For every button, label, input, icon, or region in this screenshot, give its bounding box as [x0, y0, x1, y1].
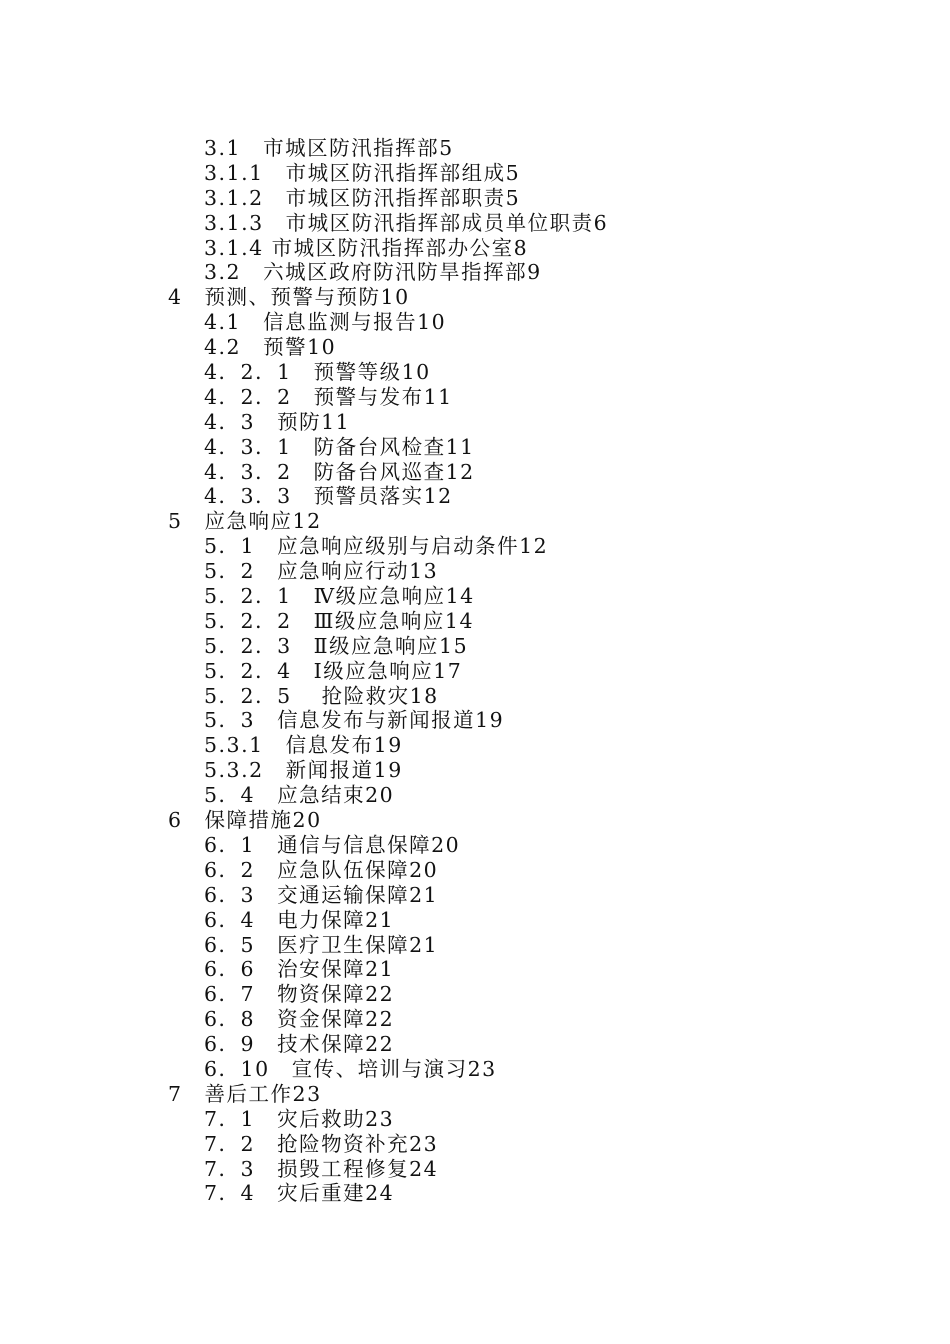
toc-entry[interactable]: 4.2 预警10: [204, 335, 337, 360]
toc-entry[interactable]: 4．3．2 防备台风巡查12: [204, 459, 475, 484]
toc-entry[interactable]: 4．3．3 预警员落实12: [204, 484, 453, 509]
toc-entry[interactable]: 7 善后工作23: [168, 1081, 322, 1106]
toc-entry[interactable]: 6．8 资金保障22: [204, 1007, 395, 1032]
toc-entry[interactable]: 6．3 交通运输保障21: [204, 882, 439, 907]
toc-entry[interactable]: 5.3.1 信息发布19: [204, 733, 403, 758]
toc-entry[interactable]: 5．2．2 Ⅲ级应急响应14: [204, 608, 474, 633]
toc-entry[interactable]: 7．1 灾后救助23: [204, 1106, 395, 1131]
toc-entry[interactable]: 6．2 应急队伍保障20: [204, 857, 439, 882]
toc-entry[interactable]: 5．2．4 Ⅰ级应急响应17: [204, 658, 463, 683]
toc-entry[interactable]: 6．9 技术保障22: [204, 1032, 395, 1057]
toc-entry[interactable]: 5．1 应急响应级别与启动条件12: [204, 534, 549, 559]
toc-entry[interactable]: 6 保障措施20: [168, 808, 322, 833]
toc-entry[interactable]: 6．10 宣传、培训与演习23: [204, 1056, 497, 1081]
toc-entry[interactable]: 5．2．3 Ⅱ级应急响应15: [204, 633, 469, 658]
toc-entry[interactable]: 6．6 治安保障21: [204, 957, 395, 982]
toc-entry[interactable]: 5.3.2 新闻报道19: [204, 758, 403, 783]
toc-entry[interactable]: 3.1 市城区防汛指挥部5: [204, 136, 454, 160]
toc-entry[interactable]: 4．3 预防11: [204, 409, 351, 434]
toc-entry[interactable]: 3.1.2 市城区防汛指挥部职责5: [204, 185, 521, 210]
toc-entry[interactable]: 7．2 抢险物资补充23: [204, 1131, 439, 1156]
toc-entry[interactable]: 4 预测、预警与预防10: [168, 285, 410, 310]
toc-entry[interactable]: 7．4 灾后重建24: [204, 1181, 395, 1206]
toc-entry[interactable]: 3.2 六城区政府防汛防旱指挥部9: [204, 260, 542, 285]
toc-entry[interactable]: 3.1.4 市城区防汛指挥部办公室8: [204, 235, 529, 260]
toc-entry[interactable]: 5．3 信息发布与新闻报道19: [204, 708, 505, 733]
table-of-contents: [0, 136, 950, 1206]
toc-entry[interactable]: 4．2．2 预警与发布11: [204, 384, 453, 409]
toc-entry[interactable]: 6．1 通信与信息保障20: [204, 832, 461, 857]
toc-entry[interactable]: 5．2．1 Ⅳ级应急响应14: [204, 584, 475, 609]
toc-entry[interactable]: 5．4 应急结束20: [204, 783, 395, 808]
toc-entry[interactable]: 4．2．1 预警等级10: [204, 360, 431, 385]
toc-entry[interactable]: 3.1.3 市城区防汛指挥部成员单位职责6: [204, 210, 609, 235]
toc-entry[interactable]: 7．3 损毁工程修复24: [204, 1156, 439, 1181]
toc-entry[interactable]: 5．2 应急响应行动13: [204, 559, 439, 584]
toc-entry[interactable]: 5．2．5 抢险救灾18: [204, 683, 439, 708]
toc-entry[interactable]: 6．5 医疗卫生保障21: [204, 932, 439, 957]
toc-entry[interactable]: 6．7 物资保障22: [204, 982, 395, 1007]
toc-entry[interactable]: 4.1 信息监测与报告10: [204, 310, 447, 335]
toc-entry[interactable]: 5 应急响应12: [168, 509, 322, 534]
toc-entry[interactable]: 3.1.1 市城区防汛指挥部组成5: [204, 160, 521, 185]
toc-entry[interactable]: 4．3．1 防备台风检查11: [204, 434, 475, 459]
toc-entry[interactable]: 6．4 电力保障21: [204, 907, 395, 932]
